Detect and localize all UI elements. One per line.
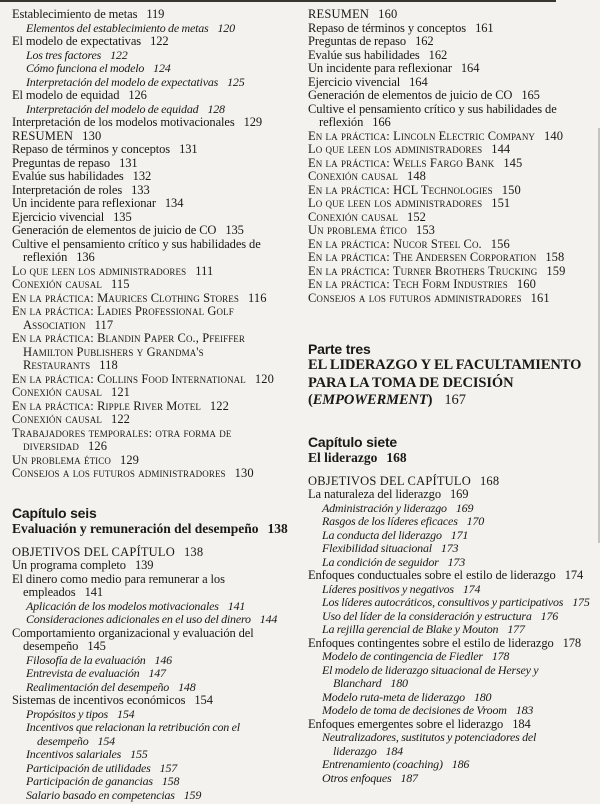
- toc-entry: [322, 515, 600, 529]
- toc-entry: [308, 197, 600, 211]
- toc-entry-page: 178: [562, 635, 582, 650]
- toc-column-right: [308, 8, 600, 785]
- toc-entry-title: Repaso de términos y conceptos: [12, 142, 171, 156]
- toc-entry-title: Un incidente para reflexionar: [308, 61, 452, 75]
- toc-entry-page: 116: [247, 290, 267, 305]
- toc-entry-title: Rasgos de los líderes eficaces: [322, 514, 458, 528]
- toc-entry: [26, 789, 291, 803]
- toc-entry: [12, 400, 291, 414]
- toc-entry: [308, 22, 600, 36]
- toc-entry: [322, 502, 600, 516]
- toc-entry: [26, 762, 291, 776]
- toc-entry-page: 173: [447, 554, 466, 569]
- toc-entry: [308, 62, 600, 76]
- part-heading: [308, 341, 600, 410]
- toc-entry: [12, 427, 291, 454]
- toc-entry: [12, 170, 291, 184]
- toc-entry-title: En la práctica: Maurices Clothing Stores: [12, 290, 239, 305]
- scan-edge-top: [0, 0, 556, 2]
- toc-entry-page: 138: [183, 544, 204, 559]
- toc-entry: [26, 721, 291, 748]
- toc-entry-page: 158: [545, 250, 565, 264]
- toc-entry-title: En la práctica: Ladies Professional Golf Association: [12, 304, 234, 332]
- toc-entry: [12, 386, 291, 400]
- toc-entry-title: Los tres factores: [26, 47, 102, 62]
- toc-entry-page: 180: [473, 689, 492, 704]
- toc-entry: [12, 184, 291, 198]
- toc-entry-title: Consejos a los futuros administradores: [12, 466, 226, 480]
- toc-entry-page: 156: [490, 236, 510, 251]
- toc-entry: [308, 224, 600, 238]
- toc-entry-title: Cultive el pensamiento crítico y sus habilidades de reflexión: [12, 236, 261, 264]
- toc-entry-page: 151: [491, 196, 511, 210]
- toc-entry: [12, 694, 291, 708]
- chapter-title-text: El liderazgo: [308, 449, 378, 465]
- toc-entry-list: [308, 475, 600, 786]
- toc-entry-page: 160: [516, 277, 536, 291]
- chapter-kicker: Capítulo seis: [12, 504, 97, 521]
- toc-entry-page: 131: [119, 155, 138, 170]
- part-title: [308, 357, 600, 410]
- toc-entry-page: 174: [564, 568, 584, 582]
- toc-entry: [308, 569, 600, 583]
- toc-entry: [12, 559, 291, 573]
- toc-entry: [308, 251, 600, 265]
- toc-entry: [308, 488, 600, 502]
- toc-entry-title: Neutralizadores, sustitutos y potenciadores del liderazgo: [322, 730, 537, 758]
- toc-entry: [12, 546, 291, 560]
- toc-entry-page: 117: [94, 317, 114, 332]
- toc-entry-list: [12, 546, 291, 803]
- toc-entry-page: 126: [88, 439, 108, 453]
- toc-entry: [26, 708, 291, 722]
- toc-entry-title: Preguntas de repaso: [308, 34, 407, 48]
- toc-entry-page: 187: [400, 770, 418, 785]
- toc-entry-title: En la práctica: Wells Fargo Bank: [308, 155, 495, 170]
- toc-entry: [322, 556, 600, 570]
- toc-entry-page: 183: [515, 703, 534, 717]
- toc-entry-title: Evalúe sus habilidades: [308, 47, 420, 62]
- toc-entry-title: El dinero como medio para remunerar a los empleados: [12, 571, 225, 599]
- toc-entry-page: 161: [530, 290, 550, 305]
- toc-entry: [322, 664, 600, 691]
- toc-entry: [322, 542, 600, 556]
- toc-entry: [308, 49, 600, 63]
- toc-entry-page: 169: [449, 487, 469, 501]
- toc-entry-title: Sistemas de incentivos económicos: [12, 693, 186, 707]
- toc-entry: [26, 667, 291, 681]
- toc-entry-page: 130: [82, 128, 102, 143]
- toc-entry-title: Flexibilidad situacional: [322, 541, 432, 555]
- toc-entry-page: 144: [491, 142, 511, 156]
- toc-entry: [12, 265, 291, 279]
- toc-entry-title: OBJETIVOS DEL CAPÍTULO: [12, 544, 175, 559]
- toc-column-left: [12, 8, 291, 802]
- toc-entry-title: En la práctica: Collins Food International: [12, 371, 246, 386]
- toc-entry: [12, 332, 291, 373]
- toc-entry: [308, 637, 600, 651]
- toc-entry-page: 115: [110, 277, 130, 291]
- toc-entry-page: 146: [154, 652, 172, 667]
- toc-entry: [26, 613, 291, 627]
- toc-entry: [12, 573, 291, 600]
- toc-entry-page: 154: [194, 693, 213, 707]
- toc-entry-title: Lo que leen los administradores: [308, 142, 483, 156]
- toc-entry: [308, 265, 600, 279]
- toc-entry-title: Conexión causal: [308, 209, 398, 224]
- chapter-page-number: 138: [267, 520, 288, 536]
- toc-entry: [322, 758, 600, 772]
- toc-entry-title: Interpretación de los modelos motivacionales: [12, 115, 235, 129]
- toc-entry: [12, 373, 291, 387]
- toc-entry-page: 159: [546, 263, 566, 278]
- toc-entry-title: Interpretación del modelo de equidad: [26, 101, 199, 116]
- toc-entry: [308, 130, 600, 144]
- toc-entry-page: 165: [521, 88, 540, 102]
- toc-entry: [26, 49, 291, 63]
- toc-entry-page: 132: [132, 169, 152, 183]
- toc-entry: [308, 292, 600, 306]
- toc-entry-page: 133: [131, 182, 150, 197]
- toc-entry: [322, 772, 600, 786]
- toc-entry-title: Trabajadores temporales: otra forma de diversidad: [12, 425, 232, 453]
- toc-entry: [12, 143, 291, 157]
- toc-entry-page: 122: [110, 412, 131, 426]
- toc-entry-page: 122: [209, 398, 229, 413]
- toc-entry: [26, 62, 291, 76]
- toc-entry-title: Consejos a los futuros administradores: [308, 290, 522, 305]
- toc-entry-title: Modelo de toma de decisiones de Vroom: [322, 703, 507, 717]
- toc-entry-page: 186: [451, 757, 470, 771]
- toc-entry: [308, 211, 600, 225]
- toc-entry-page: 120: [254, 371, 274, 386]
- toc-entry-title: Generación de elementos de juicio de CO: [12, 223, 217, 237]
- toc-entry-title: Preguntas de repaso: [12, 155, 111, 170]
- toc-entry-page: 152: [406, 209, 427, 224]
- toc-entry-title: Enfoques conductuales sobre el estilo de liderazgo: [308, 568, 556, 582]
- toc-entry: [12, 211, 291, 225]
- part-title-italic: EMPOWERMENT: [312, 392, 428, 408]
- toc-entry-title: Repaso de términos y conceptos: [308, 20, 467, 35]
- toc-entry: [322, 583, 600, 597]
- toc-entry: [26, 76, 291, 90]
- toc-entry-title: La naturaleza del liderazgo: [308, 487, 441, 501]
- toc-entry-page: 126: [128, 88, 147, 102]
- toc-entry-title: Interpretación de roles: [12, 182, 123, 197]
- toc-entry-page: 175: [572, 595, 590, 609]
- toc-entry: [26, 775, 291, 789]
- toc-entry-page: 174: [462, 581, 481, 596]
- toc-entry: [308, 184, 600, 198]
- toc-entry: [322, 610, 600, 624]
- toc-entry-page: 145: [503, 155, 523, 170]
- toc-entry: [322, 691, 600, 705]
- toc-entry-page: 141: [84, 585, 104, 599]
- toc-entry-list: [12, 8, 291, 481]
- toc-entry-title: Modelo de contingencia de Fiedler: [322, 649, 483, 663]
- toc-entry-page: 148: [406, 169, 427, 183]
- chapter-page-number: 168: [386, 449, 407, 465]
- toc-entry-page: 139: [134, 558, 154, 572]
- toc-entry-page: 170: [466, 514, 485, 528]
- toc-entry-title: El modelo de expectativas: [12, 34, 142, 48]
- toc-entry-title: Elementos del establecimiento de metas: [26, 20, 209, 35]
- toc-entry-title: Realimentación del desempeño: [26, 679, 170, 694]
- toc-entry-title: En la práctica: HCL Technologies: [308, 182, 493, 197]
- toc-entry-page: 157: [159, 760, 178, 775]
- toc-entry-title: En la práctica: Lincoln Electric Company: [308, 128, 536, 143]
- toc-entry-page: 148: [178, 679, 196, 694]
- part-kicker: Parte tres: [308, 341, 371, 357]
- toc-entry-title: Incentivos salariales: [26, 747, 122, 761]
- toc-entry: [26, 600, 291, 614]
- toc-entry-title: Enfoques contingentes sobre el estilo de liderazgo: [308, 635, 554, 650]
- toc-entry-page: 130: [234, 466, 254, 480]
- toc-entry-page: 122: [150, 34, 169, 48]
- toc-entry-title: Interpretación del modelo de expectativas: [26, 74, 219, 89]
- toc-entry-page: 169: [455, 500, 474, 515]
- toc-entry-page: 153: [415, 223, 436, 237]
- toc-entry-list: [308, 8, 600, 305]
- toc-entry-title: Cultive el pensamiento crítico y sus habilidades de reflexión: [308, 101, 557, 129]
- toc-entry-page: 178: [491, 649, 510, 663]
- toc-entry-title: En la práctica: Blandin Paper Co., Pfeiffer Hamilton Publishers y Grandma's Restaurants: [12, 331, 245, 372]
- toc-entry-title: En la práctica: Turner Brothers Trucking: [308, 263, 538, 278]
- toc-entry-page: 141: [227, 598, 246, 613]
- toc-entry: [12, 197, 291, 211]
- toc-entry: [322, 704, 600, 718]
- toc-entry-page: 125: [227, 74, 245, 89]
- toc-entry-title: En la práctica: Nucor Steel Co.: [308, 236, 482, 251]
- toc-entry: [26, 22, 291, 36]
- toc-entry-page: 168: [479, 473, 500, 488]
- toc-entry-title: Modelo ruta-meta de liderazgo: [322, 689, 465, 704]
- toc-entry-title: Otros enfoques: [322, 770, 392, 785]
- toc-entry-page: 134: [164, 196, 184, 210]
- toc-entry-page: 147: [148, 666, 166, 680]
- toc-entry-page: 131: [179, 142, 198, 156]
- toc-entry-title: La rejilla gerencial de Blake y Mouton: [322, 622, 499, 636]
- toc-entry: [322, 529, 600, 543]
- toc-entry-page: 150: [501, 182, 521, 197]
- toc-entry: [12, 157, 291, 171]
- toc-entry-title: Un programa completo: [12, 558, 126, 572]
- toc-entry: [308, 475, 600, 489]
- toc-entry: [308, 35, 600, 49]
- toc-entry-title: Administración y liderazgo: [322, 500, 447, 515]
- toc-entry-page: 176: [540, 608, 559, 623]
- toc-entry-page: 111: [195, 263, 214, 278]
- toc-entry: [12, 292, 291, 306]
- toc-entry-title: Filosofía de la evaluación: [26, 652, 146, 667]
- toc-entry-page: 136: [76, 250, 95, 264]
- toc-entry-page: 140: [544, 128, 564, 143]
- toc-entry-title: En la práctica: Tech Form Industries: [308, 277, 508, 291]
- toc-entry-page: 164: [409, 74, 428, 89]
- toc-entry-title: Cómo funciona el modelo: [26, 61, 145, 75]
- toc-entry-page: 155: [130, 747, 148, 761]
- toc-entry: [12, 467, 291, 481]
- toc-entry-title: Un incidente para reflexionar: [12, 196, 156, 210]
- toc-entry-title: La condición de seguidor: [322, 554, 439, 569]
- part-title-text: EL LIDERAZGO Y EL FACULTAMIENTO PARA LA TOMA DE DECISIÓN (: [308, 357, 582, 408]
- toc-entry: [12, 35, 291, 49]
- toc-entry-page: 124: [153, 61, 171, 75]
- toc-entry-title: OBJETIVOS DEL CAPÍTULO: [308, 473, 471, 488]
- toc-entry-title: Lo que leen los administradores: [12, 263, 187, 278]
- part-page-number: 167: [444, 392, 466, 408]
- chapter-kicker: Capítulo siete: [308, 433, 397, 450]
- toc-entry-title: Aplicación de los modelos motivacionales: [26, 598, 219, 613]
- toc-entry: [12, 8, 291, 22]
- toc-entry-page: 171: [450, 527, 469, 542]
- toc-entry-page: 122: [110, 47, 128, 62]
- toc-entry: [308, 238, 600, 252]
- toc-entry-page: 161: [475, 20, 494, 35]
- toc-entry-page: 145: [87, 639, 106, 653]
- toc-entry-page: 129: [243, 115, 263, 129]
- toc-entry: [308, 103, 600, 130]
- toc-entry-page: 162: [415, 34, 434, 48]
- toc-entry-title: Conexión causal: [12, 385, 102, 399]
- toc-entry-page: 158: [161, 774, 180, 788]
- toc-entry: [26, 681, 291, 695]
- toc-entry: [322, 623, 600, 637]
- toc-entry: [308, 157, 600, 171]
- toc-entry: [12, 130, 291, 144]
- toc-entry: [12, 627, 291, 654]
- toc-entry: [308, 170, 600, 184]
- toc-entry-page: 129: [119, 452, 140, 467]
- toc-entry-title: Conexión causal: [12, 412, 102, 426]
- toc-entry-page: 128: [207, 101, 225, 116]
- toc-entry-page: 184: [512, 716, 531, 731]
- toc-entry: [26, 654, 291, 668]
- toc-entry: [322, 596, 600, 610]
- toc-entry-title: La conducta del liderazgo: [322, 527, 442, 542]
- toc-entry-title: Establecimiento de metas: [12, 7, 138, 21]
- toc-entry: [308, 8, 600, 22]
- toc-entry-title: Incentivos que relacionan la retribución con el desempeño: [26, 720, 240, 748]
- toc-entry: [308, 278, 600, 292]
- toc-entry-page: 164: [460, 61, 480, 75]
- chapter-title: [308, 450, 600, 466]
- toc-entry-page: 159: [183, 787, 202, 802]
- toc-entry-page: 162: [428, 47, 448, 62]
- toc-entry-title: Un problema ético: [12, 452, 111, 467]
- toc-entry-page: 120: [217, 20, 235, 35]
- toc-entry-title: Conexión causal: [308, 169, 398, 183]
- toc-entry: [12, 305, 291, 332]
- toc-entry: [12, 413, 291, 427]
- toc-entry-page: 118: [99, 358, 118, 372]
- toc-entry-page: 166: [372, 115, 391, 129]
- chapter-heading: [308, 434, 600, 466]
- toc-entry: [322, 650, 600, 664]
- toc-entry-title: Un problema ético: [308, 223, 407, 237]
- toc-entry-title: En la práctica: Ripple River Motel: [12, 398, 201, 413]
- toc-entry-page: 144: [259, 612, 278, 626]
- toc-entry-page: 121: [110, 385, 131, 399]
- toc-entry: [12, 454, 291, 468]
- toc-entry-title: Propósitos y tipos: [26, 706, 109, 721]
- toc-entry: [308, 89, 600, 103]
- toc-entry-title: Consideraciones adicionales en el uso del dinero: [26, 612, 251, 626]
- toc-entry-title: RESUMEN: [308, 7, 370, 21]
- toc-entry-title: El modelo de equidad: [12, 88, 120, 102]
- toc-entry-title: Conexión causal: [12, 277, 102, 291]
- toc-entry-page: 135: [225, 223, 244, 237]
- toc-entry: [308, 718, 600, 732]
- toc-entry-title: Ejercicio vivencial: [308, 74, 401, 89]
- toc-entry-page: 135: [113, 209, 132, 224]
- toc-entry-title: Uso del líder de la consideración y estructura: [322, 608, 532, 623]
- part-title-close: ): [427, 392, 433, 408]
- toc-entry-title: Ejercicio vivencial: [12, 209, 105, 224]
- toc-entry-title: Participación de ganancias: [26, 774, 153, 788]
- toc-entry-title: Evalúe sus habilidades: [12, 169, 124, 183]
- toc-entry-title: Comportamiento organizacional y evaluación del desempeño: [12, 625, 254, 653]
- toc-entry-page: 154: [97, 733, 115, 748]
- toc-entry-title: En la práctica: The Andersen Corporation: [308, 250, 537, 264]
- toc-entry-page: 154: [117, 706, 135, 721]
- toc-entry: [12, 89, 291, 103]
- toc-entry-title: Enfoques emergentes sobre el liderazgo: [308, 716, 504, 731]
- chapter-title-text: Evaluación y remuneración del desempeño: [12, 520, 259, 536]
- toc-entry-title: Los líderes autocráticos, consultivos y participativos: [322, 595, 564, 609]
- toc-entry: [308, 76, 600, 90]
- toc-entry: [322, 731, 600, 758]
- chapter-heading: [12, 505, 291, 537]
- toc-entry: [12, 278, 291, 292]
- toc-entry: [12, 238, 291, 265]
- toc-entry: [26, 103, 291, 117]
- toc-entry-page: 173: [440, 541, 459, 555]
- toc-entry-title: Generación de elementos de juicio de CO: [308, 88, 513, 102]
- toc-entry: [308, 143, 600, 157]
- toc-entry-page: 177: [507, 622, 525, 636]
- toc-entry-title: Entrevista de evaluación: [26, 666, 140, 680]
- toc-entry-title: El modelo de liderazgo situacional de Hersey y Blanchard: [322, 662, 539, 690]
- toc-entry-title: Salario basado en competencias: [26, 787, 175, 802]
- toc-entry-title: Lo que leen los administradores: [308, 196, 483, 210]
- toc-entry-page: 180: [390, 676, 408, 690]
- toc-entry: [12, 116, 291, 130]
- toc-entry-title: Entrenamiento (coaching): [322, 757, 443, 771]
- toc-entry: [12, 224, 291, 238]
- toc-entry-page: 119: [146, 7, 165, 21]
- toc-entry: [26, 748, 291, 762]
- toc-entry-title: RESUMEN: [12, 128, 74, 143]
- toc-entry-page: 160: [378, 7, 398, 21]
- toc-entry-page: 184: [385, 743, 403, 758]
- chapter-title: [12, 521, 291, 537]
- toc-entry-title: Participación de utilidades: [26, 760, 151, 775]
- toc-entry-title: Líderes positivos y negativos: [322, 581, 454, 596]
